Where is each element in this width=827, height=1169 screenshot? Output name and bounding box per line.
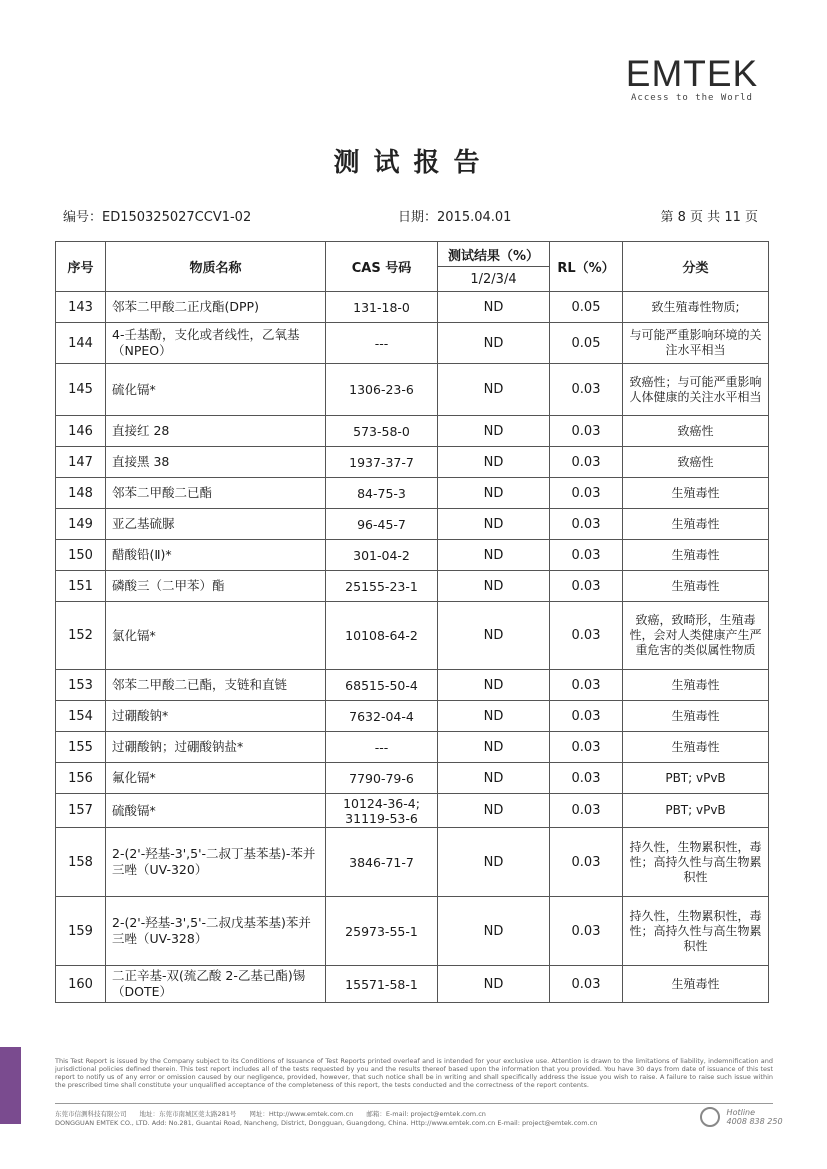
table-row [56, 447, 769, 478]
cell-substance-name: 磷酸三（二甲苯）酯 [106, 571, 326, 602]
footer-divider [55, 1103, 773, 1104]
cell-category: 生殖毒性 [623, 540, 769, 571]
cell-cas-number: 131-18-0 [326, 292, 438, 323]
hotline-number: 4008 838 250 [726, 1117, 783, 1126]
cell-category: 致癌性 [623, 416, 769, 447]
header-sample-ids: 1/2/3/4 [438, 267, 550, 292]
cell-category: PBT; vPvB [623, 794, 769, 828]
table-row [56, 897, 769, 966]
cell-rl: 0.05 [550, 323, 623, 364]
address-chinese: 东莞市信测科技有限公司 地址：东莞市南城区莞太路281号 网址：Http://www.emtek.com.cn 邮箱：E-mail: project@emtek.com.cn [55, 1110, 486, 1118]
cell-category: 持久性，生物累积性，毒性；高持久性与高生物累积性 [623, 828, 769, 897]
cell-rl: 0.03 [550, 701, 623, 732]
cell-cas-number: 7632-04-4 [326, 701, 438, 732]
cell-category: 持久性，生物累积性，毒性；高持久性与高生物累积性 [623, 897, 769, 966]
cell-category: 生殖毒性 [623, 571, 769, 602]
cell-number: 151 [56, 571, 106, 602]
table-row [56, 364, 769, 416]
cell-substance-name: 硫酸镉* [106, 794, 326, 828]
cell-cas-number: 10108-64-2 [326, 602, 438, 670]
table-row [56, 602, 769, 670]
cell-number: 152 [56, 602, 106, 670]
cell-rl: 0.03 [550, 540, 623, 571]
cell-test-result: ND [438, 701, 550, 732]
cell-substance-name: 邻苯二甲酸二正戊酯(DPP) [106, 292, 326, 323]
address-english: DONGGUAN EMTEK CO., LTD. Add: No.281, Guantai Road, Nancheng, District, Dongguan, Guangdong, China. Http://www.emtek.com.cn E-mail: project@emtek.com.cn [55, 1119, 598, 1127]
cell-number: 154 [56, 701, 106, 732]
cell-rl: 0.03 [550, 364, 623, 416]
header-category: 分类 [623, 242, 769, 292]
table-row [56, 794, 769, 828]
cell-number: 149 [56, 509, 106, 540]
disclaimer-text: This Test Report is issued by the Company subject to its Conditions of Issuance of Test Reports printed overleaf and is intended for your exclusive use. Attention is drawn to the limitations of liability, indemnification and jurisdictional policies defined therein. This test report includes all of the tests requested by you and the results thereof based upon the information that you provided. You have 30 days from date of issuance of this test report to notify us of any error or omission caused by our negligence, provided, however, that such notice shall be in writing and shall specifically address the issue you wish to raise. A failure to raise such issue within the prescribed time shall constitute your unqualified acceptance of the completeness of this report, the tests conducted and the correctness of the report contents. [55, 1057, 773, 1089]
cell-number: 144 [56, 323, 106, 364]
cell-rl: 0.03 [550, 509, 623, 540]
cell-number: 143 [56, 292, 106, 323]
cell-test-result: ND [438, 416, 550, 447]
cell-number: 155 [56, 732, 106, 763]
logo-wordmark: EMTEK [625, 53, 759, 94]
cell-number: 157 [56, 794, 106, 828]
cell-substance-name: 4-壬基酚，支化或者线性，乙氧基（NPEO） [106, 323, 326, 364]
cell-substance-name: 邻苯二甲酸二已酯 [106, 478, 326, 509]
cell-number: 158 [56, 828, 106, 897]
side-accent-bar [0, 1047, 21, 1124]
cell-category: 致癌性；与可能严重影响人体健康的关注水平相当 [623, 364, 769, 416]
cell-category: 与可能严重影响环境的关注水平相当 [623, 323, 769, 364]
table-row [56, 323, 769, 364]
cell-rl: 0.03 [550, 571, 623, 602]
cell-substance-name: 直接红 28 [106, 416, 326, 447]
cell-rl: 0.03 [550, 670, 623, 701]
cell-number: 159 [56, 897, 106, 966]
report-date: 日期：2015.04.01 [398, 210, 512, 225]
header-cas: CAS 号码 [326, 242, 438, 292]
cell-rl: 0.03 [550, 602, 623, 670]
cell-cas-number: 1937-37-7 [326, 447, 438, 478]
cell-substance-name: 氟化镉* [106, 763, 326, 794]
cell-number: 160 [56, 966, 106, 1003]
logo-tagline: Access to the World [631, 93, 753, 103]
cell-substance-name: 2-(2'-羟基-3',5'-二叔丁基苯基)-苯并三唑（UV-320） [106, 828, 326, 897]
cell-cas-number: --- [326, 323, 438, 364]
table-row [56, 828, 769, 897]
cell-cas-number: 573-58-0 [326, 416, 438, 447]
cell-substance-name: 直接黑 38 [106, 447, 326, 478]
hotline-label: Hotline [726, 1108, 756, 1117]
table-row [56, 292, 769, 323]
cell-rl: 0.03 [550, 897, 623, 966]
cell-rl: 0.03 [550, 828, 623, 897]
cell-test-result: ND [438, 602, 550, 670]
cell-test-result: ND [438, 732, 550, 763]
cell-rl: 0.05 [550, 292, 623, 323]
cell-rl: 0.03 [550, 763, 623, 794]
cell-number: 146 [56, 416, 106, 447]
cell-category: 致生殖毒性物质; [623, 292, 769, 323]
table-body [56, 292, 769, 1003]
cell-category: 生殖毒性 [623, 670, 769, 701]
cell-rl: 0.03 [550, 794, 623, 828]
cell-number: 156 [56, 763, 106, 794]
cell-category: 致癌性 [623, 447, 769, 478]
cell-test-result: ND [438, 509, 550, 540]
cell-test-result: ND [438, 323, 550, 364]
cell-number: 150 [56, 540, 106, 571]
table-row [56, 670, 769, 701]
table-row [56, 509, 769, 540]
cell-test-result: ND [438, 794, 550, 828]
cell-test-result: ND [438, 763, 550, 794]
header-substance-name: 物质名称 [106, 242, 326, 292]
cell-category: 生殖毒性 [623, 478, 769, 509]
cell-cas-number: 301-04-2 [326, 540, 438, 571]
cell-test-result: ND [438, 478, 550, 509]
cell-category: 生殖毒性 [623, 509, 769, 540]
report-number: 编号：ED150325027CCV1-02 [63, 210, 252, 225]
cell-test-result: ND [438, 670, 550, 701]
cell-number: 153 [56, 670, 106, 701]
table-row [56, 416, 769, 447]
cell-substance-name: 邻苯二甲酸二已酯，支链和直链 [106, 670, 326, 701]
page-indicator: 第 8 页 共 11 页 [660, 210, 758, 225]
phone-icon [700, 1107, 720, 1127]
cell-rl: 0.03 [550, 416, 623, 447]
table-row [56, 478, 769, 509]
table-row [56, 966, 769, 1003]
cell-substance-name: 醋酸铅(Ⅱ)* [106, 540, 326, 571]
cell-substance-name: 过硼酸钠* [106, 701, 326, 732]
cell-test-result: ND [438, 966, 550, 1003]
emtek-logo [612, 55, 772, 103]
hotline [700, 1107, 783, 1127]
cell-substance-name: 过硼酸钠；过硼酸钠盐* [106, 732, 326, 763]
cell-cas-number: 10124-36-4; 31119-53-6 [326, 794, 438, 828]
table-row [56, 701, 769, 732]
cell-cas-number: 3846-71-7 [326, 828, 438, 897]
cell-rl: 0.03 [550, 478, 623, 509]
cell-number: 145 [56, 364, 106, 416]
table-row [56, 732, 769, 763]
cell-category: 致癌，致畸形，生殖毒性，会对人类健康产生严重危害的类似属性物质 [623, 602, 769, 670]
cell-test-result: ND [438, 447, 550, 478]
table-row [56, 540, 769, 571]
table-row [56, 763, 769, 794]
cell-test-result: ND [438, 571, 550, 602]
table-row [56, 571, 769, 602]
header-rl: RL（%） [550, 242, 623, 292]
cell-test-result: ND [438, 364, 550, 416]
cell-category: 生殖毒性 [623, 701, 769, 732]
cell-test-result: ND [438, 292, 550, 323]
cell-category: 生殖毒性 [623, 966, 769, 1003]
cell-cas-number: 15571-58-1 [326, 966, 438, 1003]
company-contact [55, 1110, 597, 1128]
header-no: 序号 [56, 242, 106, 292]
cell-substance-name: 二正辛基-双(巯乙酸 2-乙基己酯)锡（DOTE） [106, 966, 326, 1003]
cell-rl: 0.03 [550, 732, 623, 763]
cell-test-result: ND [438, 540, 550, 571]
cell-rl: 0.03 [550, 447, 623, 478]
header-test-result: 测试结果（%） [438, 242, 550, 267]
test-results-table [55, 241, 769, 1003]
cell-cas-number: 68515-50-4 [326, 670, 438, 701]
cell-rl: 0.03 [550, 966, 623, 1003]
cell-substance-name: 2-(2'-羟基-3',5'-二叔戊基苯基)苯并三唑（UV-328） [106, 897, 326, 966]
cell-substance-name: 硫化镉* [106, 364, 326, 416]
cell-number: 147 [56, 447, 106, 478]
cell-category: PBT; vPvB [623, 763, 769, 794]
cell-substance-name: 亚乙基硫脲 [106, 509, 326, 540]
cell-cas-number: 25973-55-1 [326, 897, 438, 966]
cell-cas-number: 96-45-7 [326, 509, 438, 540]
cell-cas-number: 7790-79-6 [326, 763, 438, 794]
cell-test-result: ND [438, 897, 550, 966]
cell-cas-number: --- [326, 732, 438, 763]
cell-test-result: ND [438, 828, 550, 897]
cell-substance-name: 氯化镉* [106, 602, 326, 670]
cell-cas-number: 1306-23-6 [326, 364, 438, 416]
report-title: 测试报告 [333, 148, 494, 178]
cell-cas-number: 25155-23-1 [326, 571, 438, 602]
cell-number: 148 [56, 478, 106, 509]
cell-category: 生殖毒性 [623, 732, 769, 763]
cell-cas-number: 84-75-3 [326, 478, 438, 509]
